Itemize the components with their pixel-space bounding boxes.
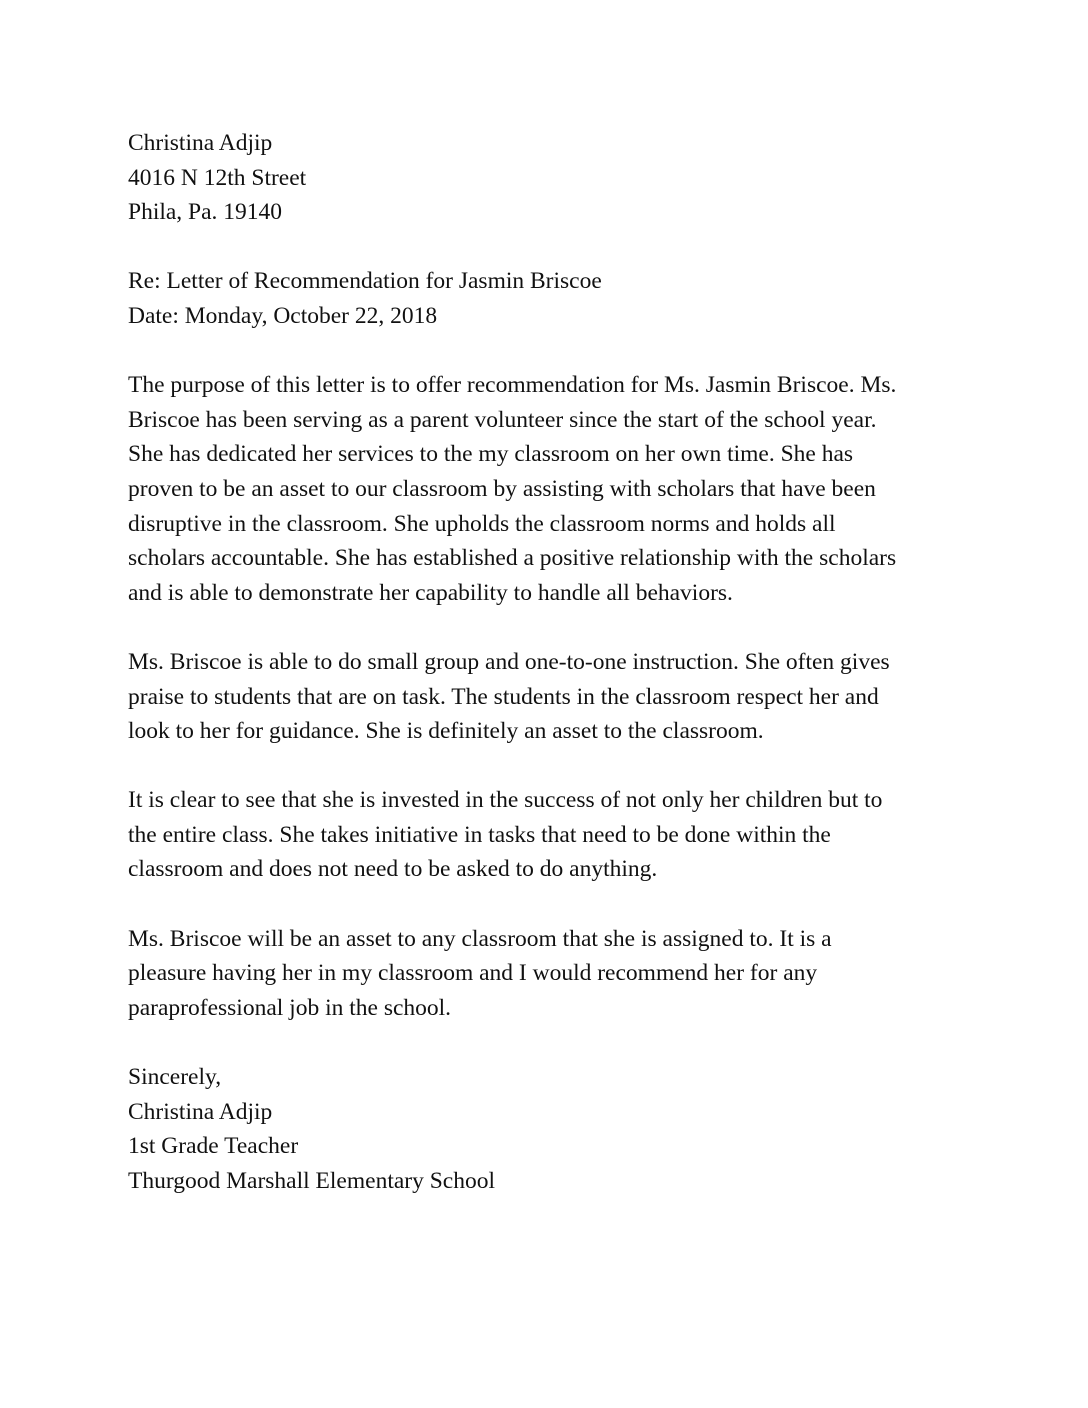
body-line: classroom and does not need to be asked to do anything. [128,856,658,883]
subject-block [128,264,958,333]
body-paragraph-4 [128,922,958,1026]
body-paragraph-1 [128,368,958,610]
signer-school: Thurgood Marshall Elementary School [128,1167,496,1194]
body-line: Briscoe has been serving as a parent volunteer since the start of the school year. [128,406,877,433]
body-line: and is able to demonstrate her capability to handle all behaviors. [128,579,733,606]
body-line: Ms. Briscoe is able to do small group and one-to-one instruction. She often gives [128,648,890,675]
spacer [128,887,958,922]
spacer [128,749,958,784]
body-line: proven to be an asset to our classroom by assisting with scholars that have been [128,475,876,502]
signer-title: 1st Grade Teacher [128,1133,299,1160]
spacer [128,1025,958,1060]
sender-street: 4016 N 12th Street [128,164,307,191]
body-line: pleasure having her in my classroom and I would recommend her for any [128,960,818,987]
body-paragraph-3 [128,783,958,887]
sender-name: Christina Adjip [128,130,273,156]
sender-address-block [128,126,958,230]
body-line: The purpose of this letter is to offer recommendation for Ms. Jasmin Briscoe. Ms. [128,372,897,399]
body-line: paraprofessional job in the school. [128,994,452,1021]
date-line: Date: Monday, October 22, 2018 [128,302,438,329]
sender-city-state-zip: Phila, Pa. 19140 [128,199,283,226]
subject-line: Re: Letter of Recommendation for Jasmin Briscoe [128,268,602,295]
spacer [128,230,958,265]
body-line: It is clear to see that she is invested in the success of not only her children but to [128,787,883,814]
letter-page [128,126,958,1198]
body-line: Ms. Briscoe will be an asset to any classroom that she is assigned to. It is a [128,925,832,952]
spacer [128,334,958,369]
body-line: the entire class. She takes initiative in tasks that need to be done within the [128,821,831,848]
body-line: praise to students that are on task. The students in the classroom respect her and [128,683,879,710]
signer-name: Christina Adjip [128,1098,273,1125]
closing-block [128,1060,958,1198]
body-line: disruptive in the classroom. She upholds the classroom norms and holds all [128,510,836,537]
spacer [128,610,958,645]
body-line: look to her for guidance. She is definitely an asset to the classroom. [128,718,764,745]
closing-salutation: Sincerely, [128,1064,222,1091]
body-paragraph-2 [128,645,958,749]
body-line: She has dedicated her services to the my classroom on her own time. She has [128,441,854,468]
body-line: scholars accountable. She has established a positive relationship with the scholars [128,545,897,572]
